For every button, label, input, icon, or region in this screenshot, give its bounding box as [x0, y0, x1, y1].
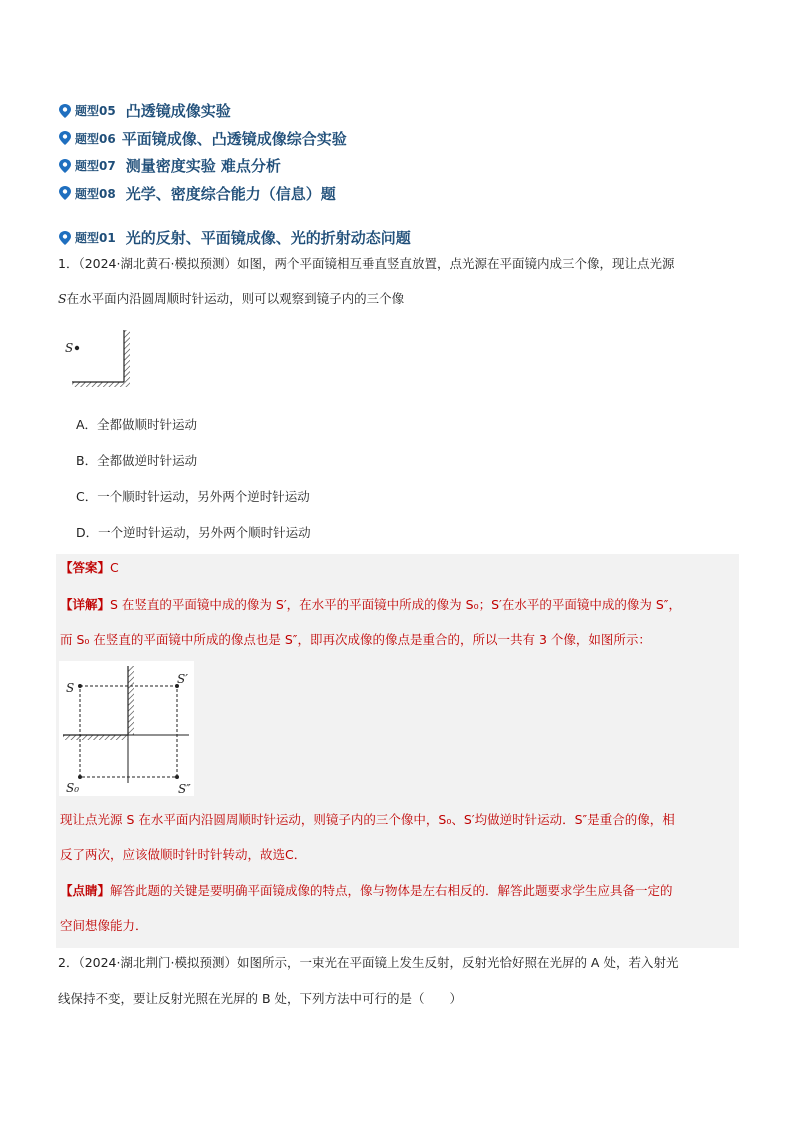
point-label-s-double-prime: S″ — [178, 782, 191, 796]
option-b[interactable]: B．全都做逆时针运动 — [76, 453, 198, 468]
location-pin-icon — [58, 230, 72, 246]
toc-title: 凸透镜成像实验 — [125, 102, 231, 121]
option-d[interactable]: D．一个逆时针运动，另外两个顺时针运动 — [76, 525, 311, 540]
point-label-s-prime: S′ — [177, 672, 188, 686]
comment-text-1: 解答此题的关键是要明确平面镜成像的特点，像与物体是左右相反的．解答此题要求学生应具备一定的 — [110, 883, 673, 898]
toc-tag: 题型05 — [75, 104, 116, 119]
answer-value: C — [110, 560, 119, 575]
var-s: S — [58, 291, 67, 306]
toc-title: 测量密度实验 难点分析 — [125, 157, 281, 176]
question-2-line-1: 2．（2024·湖北荆门·模拟预测）如图所示，一束光在平面镜上发生反射，反射光恰好照在光屏的 A 处，若入射光 — [58, 955, 679, 970]
question-1-line-2 — [58, 289, 404, 309]
toc-tag: 题型06 — [75, 131, 116, 146]
detail-line-3: 现让点光源 S 在水平面内沿圆周顺时针运动，则镜子内的三个像中，S₀、S′均做逆时针运动．S″是重合的像，相 — [60, 812, 675, 827]
detail-line-4: 反了两次，应该做顺时针时针转动，故选C． — [60, 847, 307, 862]
location-pin-icon — [58, 158, 72, 174]
location-pin-icon — [58, 185, 72, 201]
answer-label: 【答案】 — [60, 560, 111, 575]
comment-label: 【点睛】 — [60, 883, 111, 898]
detail-line-2: 而 S₀ 在竖直的平面镜中所成的像点也是 S″，即再次成像的像点是重合的，所以一共有 3 个像，如图所示： — [60, 632, 651, 647]
toc-tag: 题型08 — [75, 186, 116, 201]
location-pin-icon — [58, 103, 72, 119]
toc-title: 平面镜成像、凸透镜成像综合实验 — [121, 129, 347, 148]
point-label-s: S — [66, 681, 75, 695]
section-tag: 题型01 — [75, 231, 116, 245]
detail-label: 【详解】 — [60, 597, 111, 612]
mirror-image-figure — [59, 661, 194, 796]
comment-line-2: 空间想像能力． — [60, 918, 148, 933]
question-1-line-1: 1．（2024·湖北黄石·模拟预测）如图，两个平面镜相互垂直竖直放置，点光源在平面镜内成三个像，现让点光源 — [58, 256, 675, 271]
question-1-figure — [60, 328, 140, 388]
answer-line — [60, 558, 119, 576]
section-title: 光的反射、平面镜成像、光的折射动态问题 — [125, 229, 411, 247]
section-heading — [58, 227, 411, 248]
detail-line-1 — [60, 595, 681, 613]
answer-panel — [56, 554, 739, 948]
detail-text-1: S 在竖直的平面镜中成的像为 S′，在水平的平面镜中所成的像为 S₀；S′在水平的平面镜中成的像为 S″， — [110, 597, 681, 612]
location-pin-icon — [58, 130, 72, 146]
option-a[interactable]: A．全都做顺时针运动 — [76, 417, 198, 432]
option-c[interactable]: C．一个顺时针运动，另外两个逆时针运动 — [76, 489, 310, 504]
toc-item[interactable] — [58, 180, 347, 208]
toc-item[interactable] — [58, 125, 347, 153]
toc-title: 光学、密度综合能力（信息）题 — [125, 184, 336, 203]
point-label-s0: S₀ — [66, 781, 80, 795]
toc-item[interactable] — [58, 97, 347, 125]
toc-list — [58, 97, 347, 207]
question-2-line-2: 线保持不变，要让反射光照在光屏的 B 处，下列方法中可行的是（ ） — [58, 991, 463, 1006]
comment-line-1 — [60, 881, 673, 899]
toc-item[interactable] — [58, 152, 347, 180]
toc-tag: 题型07 — [75, 159, 116, 174]
question-1-line-2-text: 在水平面内沿圆周顺时针运动，则可以观察到镜子内的三个像 — [66, 291, 405, 306]
figure-label-s: S — [65, 341, 74, 355]
